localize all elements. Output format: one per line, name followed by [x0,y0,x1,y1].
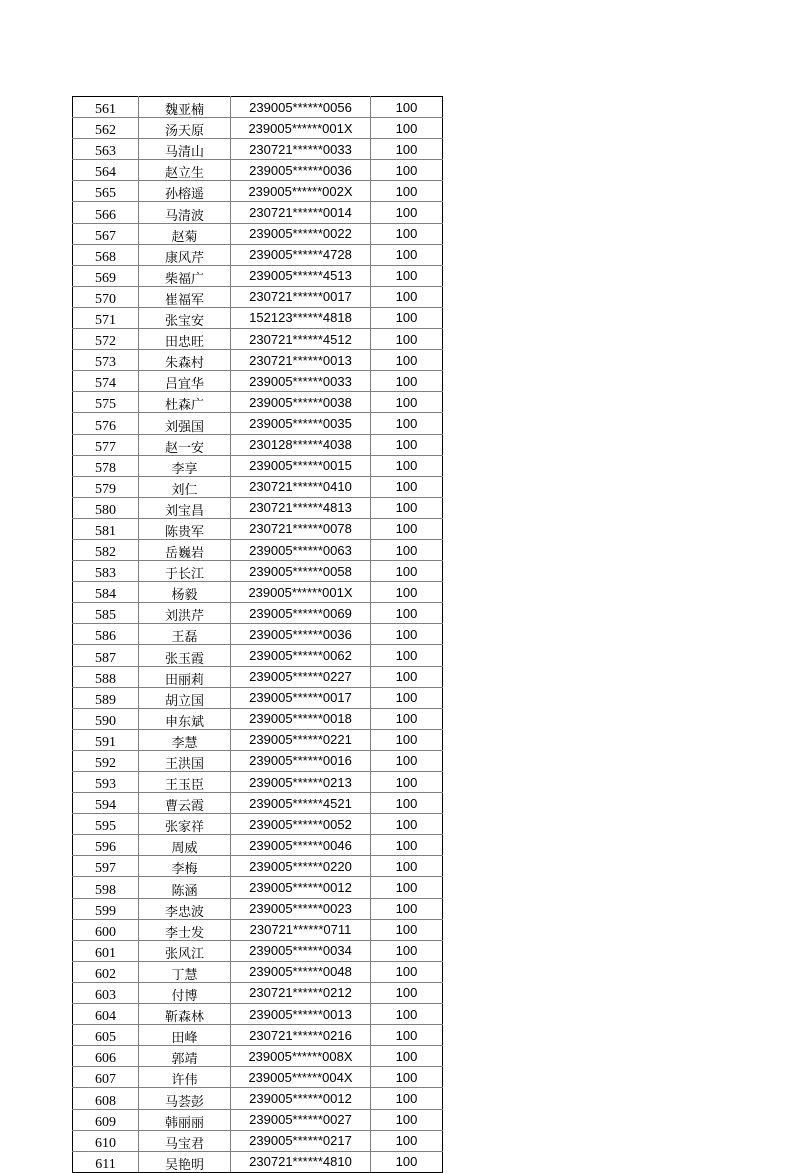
score-cell: 100 [371,624,443,645]
table-row [73,772,443,793]
score-cell: 100 [371,1046,443,1067]
table-row [73,940,443,961]
name-cell: 李忠波 [139,898,231,919]
table-row [73,877,443,898]
name-cell: 吕宜华 [139,371,231,392]
table-row [73,835,443,856]
name-cell: 王洪国 [139,750,231,771]
row-number-cell: 608 [73,1088,139,1109]
table-row [73,160,443,181]
table-row [73,434,443,455]
score-cell: 100 [371,666,443,687]
name-cell: 陈贵军 [139,518,231,539]
table-row [73,539,443,560]
table-row [73,497,443,518]
table-row [73,1130,443,1151]
row-number-cell: 576 [73,413,139,434]
score-cell: 100 [371,919,443,940]
id-number-cell: 152123******4818 [231,307,371,328]
name-cell: 周威 [139,835,231,856]
id-number-cell: 239005******0046 [231,835,371,856]
name-cell: 李享 [139,455,231,476]
name-cell: 马清波 [139,202,231,223]
table-row [73,856,443,877]
table-row [73,350,443,371]
score-cell: 100 [371,961,443,982]
score-cell: 100 [371,1109,443,1130]
score-cell: 100 [371,645,443,666]
score-cell: 100 [371,392,443,413]
id-number-cell: 239005******002X [231,181,371,202]
id-number-cell: 239005******0220 [231,856,371,877]
row-number-cell: 572 [73,329,139,350]
name-cell: 马宝君 [139,1130,231,1151]
table-row [73,624,443,645]
name-cell: 柴福广 [139,265,231,286]
name-cell: 马清山 [139,139,231,160]
row-number-cell: 597 [73,856,139,877]
row-number-cell: 587 [73,645,139,666]
score-cell: 100 [371,518,443,539]
row-number-cell: 575 [73,392,139,413]
id-number-cell: 230721******0410 [231,476,371,497]
id-number-cell: 230721******0017 [231,286,371,307]
id-number-cell: 239005******001X [231,582,371,603]
score-cell: 100 [371,181,443,202]
score-cell: 100 [371,814,443,835]
score-cell: 100 [371,1088,443,1109]
table-row [73,286,443,307]
id-number-cell: 239005******0016 [231,750,371,771]
row-number-cell: 566 [73,202,139,223]
name-cell: 郭靖 [139,1046,231,1067]
score-cell: 100 [371,1004,443,1025]
score-cell: 100 [371,160,443,181]
table-row [73,455,443,476]
score-cell: 100 [371,1151,443,1172]
score-cell: 100 [371,940,443,961]
name-cell: 崔福军 [139,286,231,307]
id-number-cell: 230721******0033 [231,139,371,160]
name-cell: 吴艳明 [139,1151,231,1172]
row-number-cell: 603 [73,982,139,1003]
table-row [73,982,443,1003]
id-number-cell: 239005******0027 [231,1109,371,1130]
id-number-cell: 239005******008X [231,1046,371,1067]
name-cell: 陈涵 [139,877,231,898]
name-cell: 魏亚楠 [139,97,231,118]
table-row [73,1046,443,1067]
score-cell: 100 [371,793,443,814]
score-cell: 100 [371,982,443,1003]
table-row [73,582,443,603]
score-cell: 100 [371,603,443,624]
id-number-cell: 239005******0038 [231,392,371,413]
id-number-cell: 239005******0022 [231,223,371,244]
table-row [73,793,443,814]
score-cell: 100 [371,561,443,582]
table-row [73,202,443,223]
id-number-cell: 239005******0012 [231,1088,371,1109]
score-cell: 100 [371,413,443,434]
id-number-cell: 239005******0213 [231,772,371,793]
row-number-cell: 589 [73,687,139,708]
row-number-cell: 578 [73,455,139,476]
id-number-cell: 239005******0069 [231,603,371,624]
row-number-cell: 610 [73,1130,139,1151]
row-number-cell: 583 [73,561,139,582]
id-number-cell: 239005******0048 [231,961,371,982]
row-number-cell: 586 [73,624,139,645]
name-cell: 张风江 [139,940,231,961]
id-number-cell: 230721******4813 [231,497,371,518]
id-number-cell: 239005******0058 [231,561,371,582]
score-cell: 100 [371,539,443,560]
name-cell: 赵立生 [139,160,231,181]
id-number-cell: 230721******0711 [231,919,371,940]
name-cell: 张宝安 [139,307,231,328]
table-row [73,118,443,139]
score-cell: 100 [371,1130,443,1151]
table-row [73,687,443,708]
row-number-cell: 600 [73,919,139,940]
score-cell: 100 [371,497,443,518]
row-number-cell: 598 [73,877,139,898]
table-row [73,961,443,982]
row-number-cell: 573 [73,350,139,371]
id-number-cell: 239005******004X [231,1067,371,1088]
score-cell: 100 [371,1025,443,1046]
id-number-cell: 239005******0036 [231,624,371,645]
id-number-cell: 230721******4810 [231,1151,371,1172]
score-cell: 100 [371,371,443,392]
row-number-cell: 568 [73,244,139,265]
name-cell: 田丽莉 [139,666,231,687]
name-cell: 朱森村 [139,350,231,371]
id-number-cell: 239005******4728 [231,244,371,265]
id-number-cell: 239005******0034 [231,940,371,961]
name-cell: 田峰 [139,1025,231,1046]
score-cell: 100 [371,97,443,118]
name-cell: 汤天原 [139,118,231,139]
table-row [73,392,443,413]
name-cell: 靳森林 [139,1004,231,1025]
score-cell: 100 [371,202,443,223]
table-row [73,1025,443,1046]
name-cell: 丁慧 [139,961,231,982]
id-number-cell: 230721******0212 [231,982,371,1003]
name-cell: 赵菊 [139,223,231,244]
name-cell: 许伟 [139,1067,231,1088]
id-number-cell: 239005******0023 [231,898,371,919]
score-cell: 100 [371,329,443,350]
score-cell: 100 [371,286,443,307]
row-number-cell: 599 [73,898,139,919]
row-number-cell: 601 [73,940,139,961]
table-row [73,919,443,940]
table-row [73,97,443,118]
name-cell: 韩丽丽 [139,1109,231,1130]
name-cell: 岳巍岩 [139,539,231,560]
score-cell: 100 [371,1067,443,1088]
table-row [73,476,443,497]
name-cell: 刘宝昌 [139,497,231,518]
roster-table-body [73,97,443,1173]
row-number-cell: 567 [73,223,139,244]
table-row [73,561,443,582]
score-cell: 100 [371,708,443,729]
row-number-cell: 591 [73,729,139,750]
score-cell: 100 [371,118,443,139]
table-row [73,1151,443,1172]
name-cell: 李慧 [139,729,231,750]
id-number-cell: 239005******0062 [231,645,371,666]
id-number-cell: 239005******0056 [231,97,371,118]
name-cell: 王磊 [139,624,231,645]
row-number-cell: 564 [73,160,139,181]
score-cell: 100 [371,455,443,476]
score-cell: 100 [371,244,443,265]
id-number-cell: 239005******0012 [231,877,371,898]
id-number-cell: 239005******0063 [231,539,371,560]
id-number-cell: 239005******0036 [231,160,371,181]
table-row [73,1088,443,1109]
name-cell: 田忠旺 [139,329,231,350]
table-row [73,413,443,434]
row-number-cell: 588 [73,666,139,687]
id-number-cell: 230721******0013 [231,350,371,371]
name-cell: 刘强国 [139,413,231,434]
row-number-cell: 596 [73,835,139,856]
name-cell: 杜森广 [139,392,231,413]
id-number-cell: 230721******4512 [231,329,371,350]
row-number-cell: 595 [73,814,139,835]
row-number-cell: 609 [73,1109,139,1130]
score-cell: 100 [371,307,443,328]
id-number-cell: 239005******0033 [231,371,371,392]
id-number-cell: 230721******0078 [231,518,371,539]
id-number-cell: 239005******0052 [231,814,371,835]
table-row [73,708,443,729]
score-cell: 100 [371,729,443,750]
table-row [73,1067,443,1088]
name-cell: 孙榕遥 [139,181,231,202]
score-cell: 100 [371,223,443,244]
table-row [73,329,443,350]
name-cell: 赵一安 [139,434,231,455]
row-number-cell: 562 [73,118,139,139]
table-row [73,645,443,666]
row-number-cell: 580 [73,497,139,518]
table-row [73,898,443,919]
table-row [73,729,443,750]
score-cell: 100 [371,750,443,771]
roster-table [72,96,443,1173]
row-number-cell: 594 [73,793,139,814]
score-cell: 100 [371,434,443,455]
row-number-cell: 574 [73,371,139,392]
id-number-cell: 239005******4513 [231,265,371,286]
row-number-cell: 590 [73,708,139,729]
row-number-cell: 602 [73,961,139,982]
id-number-cell: 230721******0014 [231,202,371,223]
score-cell: 100 [371,265,443,286]
table-row [73,265,443,286]
name-cell: 李士发 [139,919,231,940]
name-cell: 刘洪芹 [139,603,231,624]
table-row [73,371,443,392]
table-row [73,603,443,624]
id-number-cell: 239005******001X [231,118,371,139]
row-number-cell: 577 [73,434,139,455]
id-number-cell: 239005******0217 [231,1130,371,1151]
score-cell: 100 [371,476,443,497]
id-number-cell: 230721******0216 [231,1025,371,1046]
score-cell: 100 [371,582,443,603]
id-number-cell: 239005******0227 [231,666,371,687]
row-number-cell: 584 [73,582,139,603]
score-cell: 100 [371,772,443,793]
id-number-cell: 239005******0017 [231,687,371,708]
name-cell: 刘仁 [139,476,231,497]
name-cell: 张玉霞 [139,645,231,666]
name-cell: 杨毅 [139,582,231,603]
name-cell: 康风芹 [139,244,231,265]
row-number-cell: 570 [73,286,139,307]
row-number-cell: 571 [73,307,139,328]
score-cell: 100 [371,139,443,160]
name-cell: 李梅 [139,856,231,877]
table-row [73,1109,443,1130]
row-number-cell: 604 [73,1004,139,1025]
name-cell: 胡立国 [139,687,231,708]
row-number-cell: 565 [73,181,139,202]
row-number-cell: 582 [73,539,139,560]
id-number-cell: 239005******0035 [231,413,371,434]
table-row [73,518,443,539]
score-cell: 100 [371,877,443,898]
score-cell: 100 [371,350,443,371]
id-number-cell: 239005******4521 [231,793,371,814]
name-cell: 张家祥 [139,814,231,835]
id-number-cell: 239005******0018 [231,708,371,729]
id-number-cell: 230128******4038 [231,434,371,455]
score-cell: 100 [371,856,443,877]
table-row [73,181,443,202]
id-number-cell: 239005******0221 [231,729,371,750]
name-cell: 于长江 [139,561,231,582]
row-number-cell: 611 [73,1151,139,1172]
name-cell: 申东斌 [139,708,231,729]
name-cell: 马荟彭 [139,1088,231,1109]
row-number-cell: 569 [73,265,139,286]
row-number-cell: 606 [73,1046,139,1067]
name-cell: 曹云霞 [139,793,231,814]
row-number-cell: 592 [73,750,139,771]
table-row [73,244,443,265]
table-row [73,666,443,687]
row-number-cell: 579 [73,476,139,497]
row-number-cell: 607 [73,1067,139,1088]
score-cell: 100 [371,835,443,856]
row-number-cell: 563 [73,139,139,160]
score-cell: 100 [371,687,443,708]
row-number-cell: 561 [73,97,139,118]
row-number-cell: 593 [73,772,139,793]
row-number-cell: 605 [73,1025,139,1046]
row-number-cell: 585 [73,603,139,624]
table-row [73,1004,443,1025]
table-row [73,223,443,244]
name-cell: 付博 [139,982,231,1003]
row-number-cell: 581 [73,518,139,539]
table-row [73,814,443,835]
id-number-cell: 239005******0015 [231,455,371,476]
table-row [73,307,443,328]
id-number-cell: 239005******0013 [231,1004,371,1025]
table-row [73,139,443,160]
score-cell: 100 [371,898,443,919]
table-row [73,750,443,771]
name-cell: 王玉臣 [139,772,231,793]
